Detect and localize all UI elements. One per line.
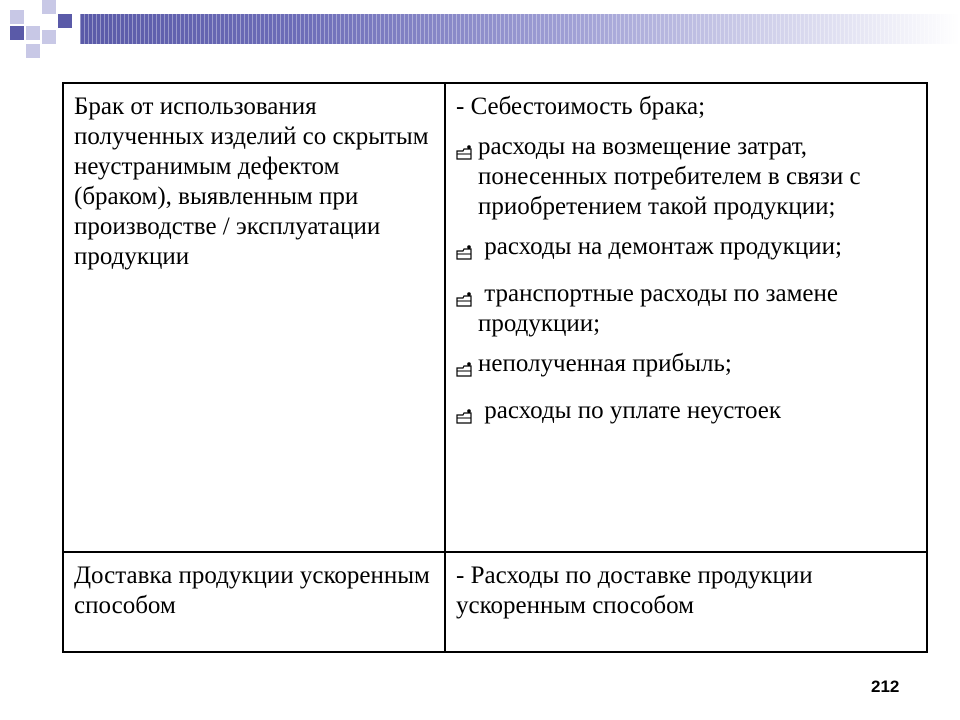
table-cell-right: [445, 83, 927, 552]
cell-text: Брак от использования полученных изделий со скрытым неустранимым дефектом (браком), выявленным при производстве / эксплуатации продукции: [74, 93, 429, 270]
list-item: [456, 279, 916, 339]
deco-square: [10, 26, 24, 40]
list-item: [456, 349, 916, 386]
deco-square: [58, 14, 72, 28]
table-row: [63, 552, 927, 652]
item-text: транспортные расходы по замене продукции;: [478, 280, 845, 337]
table-cell-right: [445, 552, 927, 652]
item-text: расходы по уплате неустоек: [478, 397, 782, 424]
deco-square: [10, 10, 24, 24]
item-text: расходы на демонтаж продукции;: [478, 233, 842, 260]
deco-square: [42, 0, 56, 14]
deco-square: [42, 30, 56, 44]
table-cell-left: [63, 83, 445, 552]
deco-square: [26, 10, 40, 24]
folder-icon: [456, 239, 474, 269]
list-item: [456, 92, 916, 122]
item-text: расходы на возмещение затрат, понесенных потребителем в связи с приобретением такой продукции;: [478, 133, 861, 220]
list-item: [456, 396, 916, 433]
folder-icon: [456, 139, 474, 169]
item-text: - Себестоимость брака;: [456, 93, 706, 120]
list-item: [456, 132, 916, 222]
item-text: - Расходы по доставке продукции ускоренным способом: [456, 562, 813, 619]
cell-text: Доставка продукции ускоренным способом: [74, 562, 430, 619]
folder-icon: [456, 403, 474, 433]
list-item: [456, 561, 916, 621]
list-item: [456, 232, 916, 269]
deco-square: [26, 26, 40, 40]
item-text: неполученная прибыль;: [478, 350, 732, 377]
folder-icon: [456, 356, 474, 386]
table-row: [63, 83, 927, 552]
comparison-table: [62, 82, 928, 653]
header-bar-pattern: [80, 14, 960, 44]
table-cell-left: [63, 552, 445, 652]
folder-icon: [456, 286, 474, 316]
deco-square: [26, 44, 40, 58]
page-number: 212: [871, 677, 900, 696]
